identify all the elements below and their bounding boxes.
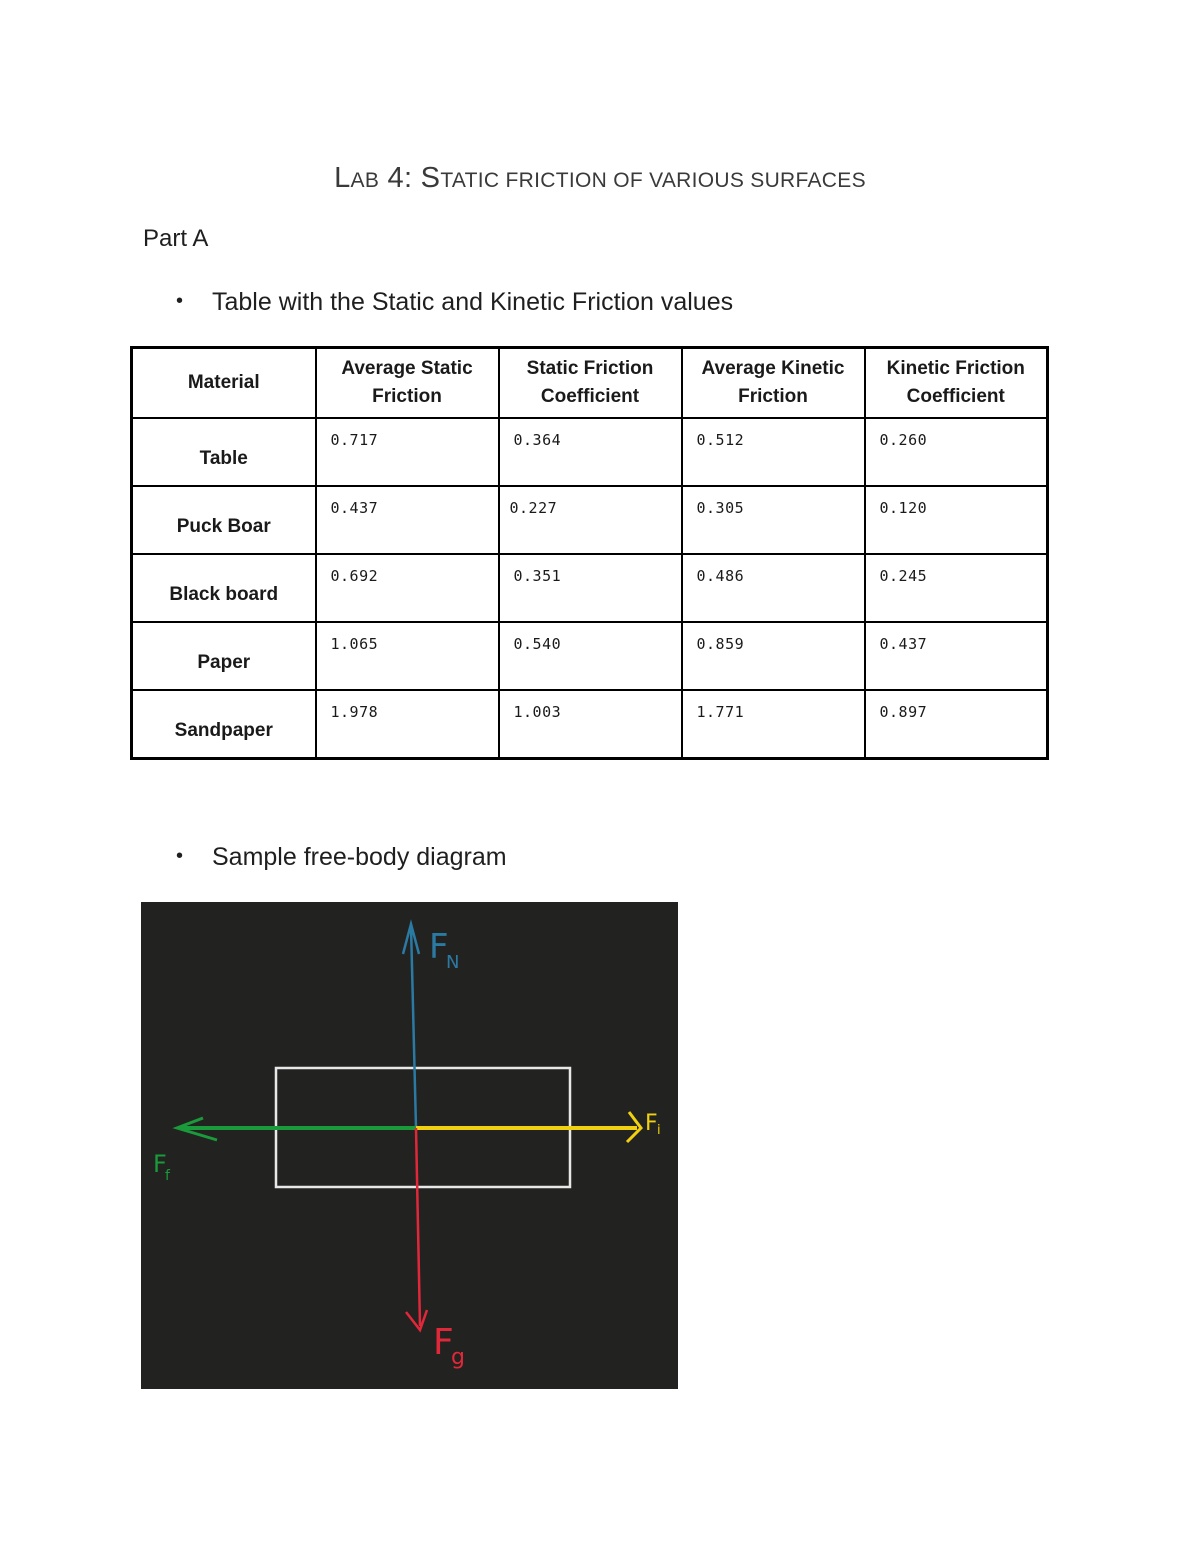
header-kinetic-coef: Kinetic Friction Coefficient xyxy=(865,348,1048,419)
cell-static-coef: 0.351 xyxy=(499,554,682,622)
table-row xyxy=(132,554,1048,622)
table-row xyxy=(132,690,1048,759)
normal-force-arrow xyxy=(411,926,416,1128)
cell-avg-static: 0.692 xyxy=(316,554,499,622)
title-initial-2: S xyxy=(420,162,441,194)
free-body-diagram-svg xyxy=(141,902,678,1389)
cell-avg-kinetic: 0.486 xyxy=(682,554,865,622)
table-row xyxy=(132,622,1048,690)
bullet-glyph: • xyxy=(176,845,184,867)
cell-avg-kinetic: 0.512 xyxy=(682,418,865,486)
bullet-glyph: • xyxy=(176,290,184,312)
cell-avg-kinetic: 0.859 xyxy=(682,622,865,690)
cell-kinetic-coef: 0.245 xyxy=(865,554,1048,622)
cell-avg-kinetic: 0.305 xyxy=(682,486,865,554)
bullet-item-diagram xyxy=(176,843,507,872)
gravity-force-subscript: g xyxy=(451,1345,465,1370)
cell-material: Table xyxy=(132,418,316,486)
cell-static-coef: 0.227 xyxy=(499,486,682,554)
friction-force-label: F xyxy=(153,1150,167,1178)
cell-avg-static: 1.978 xyxy=(316,690,499,759)
table-row xyxy=(132,418,1048,486)
friction-table xyxy=(130,346,1049,760)
title-initial-1: L xyxy=(334,162,351,194)
normal-force-subscript: N xyxy=(446,952,460,973)
cell-static-coef: 1.003 xyxy=(499,690,682,759)
bullet-item-table xyxy=(176,288,733,317)
table-header-row xyxy=(132,348,1048,419)
header-static-coef: Static Friction Coefficient xyxy=(499,348,682,419)
cell-static-coef: 0.364 xyxy=(499,418,682,486)
applied-force-label: F xyxy=(645,1111,658,1136)
friction-force-subscript: f xyxy=(165,1168,170,1184)
cell-kinetic-coef: 0.437 xyxy=(865,622,1048,690)
header-avg-static: Average Static Friction xyxy=(316,348,499,419)
section-heading: Part A xyxy=(143,225,209,252)
cell-material: Black board xyxy=(132,554,316,622)
normal-force-label: F xyxy=(429,927,449,967)
cell-material: Puck Boar xyxy=(132,486,316,554)
cell-kinetic-coef: 0.897 xyxy=(865,690,1048,759)
applied-force-subscript: i xyxy=(657,1123,661,1138)
title-number: 4: xyxy=(379,162,421,194)
cell-avg-static: 1.065 xyxy=(316,622,499,690)
bullet-text: Sample free-body diagram xyxy=(212,843,507,871)
header-material: Material xyxy=(132,348,316,419)
cell-material: Paper xyxy=(132,622,316,690)
gravity-force-label: F xyxy=(433,1322,454,1363)
table-row xyxy=(132,486,1048,554)
free-body-diagram xyxy=(141,902,678,1389)
title-part-2: TATIC FRICTION OF VARIOUS SURFACES xyxy=(440,169,866,192)
cell-avg-static: 0.437 xyxy=(316,486,499,554)
gravity-force-arrow xyxy=(416,1128,420,1326)
bullet-text: Table with the Static and Kinetic Friction values xyxy=(212,288,734,316)
cell-avg-kinetic: 1.771 xyxy=(682,690,865,759)
cell-avg-static: 0.717 xyxy=(316,418,499,486)
gravity-force-arrowhead xyxy=(406,1310,427,1330)
title-part-1: AB xyxy=(350,169,380,192)
cell-static-coef: 0.540 xyxy=(499,622,682,690)
cell-kinetic-coef: 0.120 xyxy=(865,486,1048,554)
cell-kinetic-coef: 0.260 xyxy=(865,418,1048,486)
cell-material: Sandpaper xyxy=(132,690,316,759)
header-avg-kinetic: Average Kinetic Friction xyxy=(682,348,865,419)
page-title xyxy=(0,162,1200,195)
